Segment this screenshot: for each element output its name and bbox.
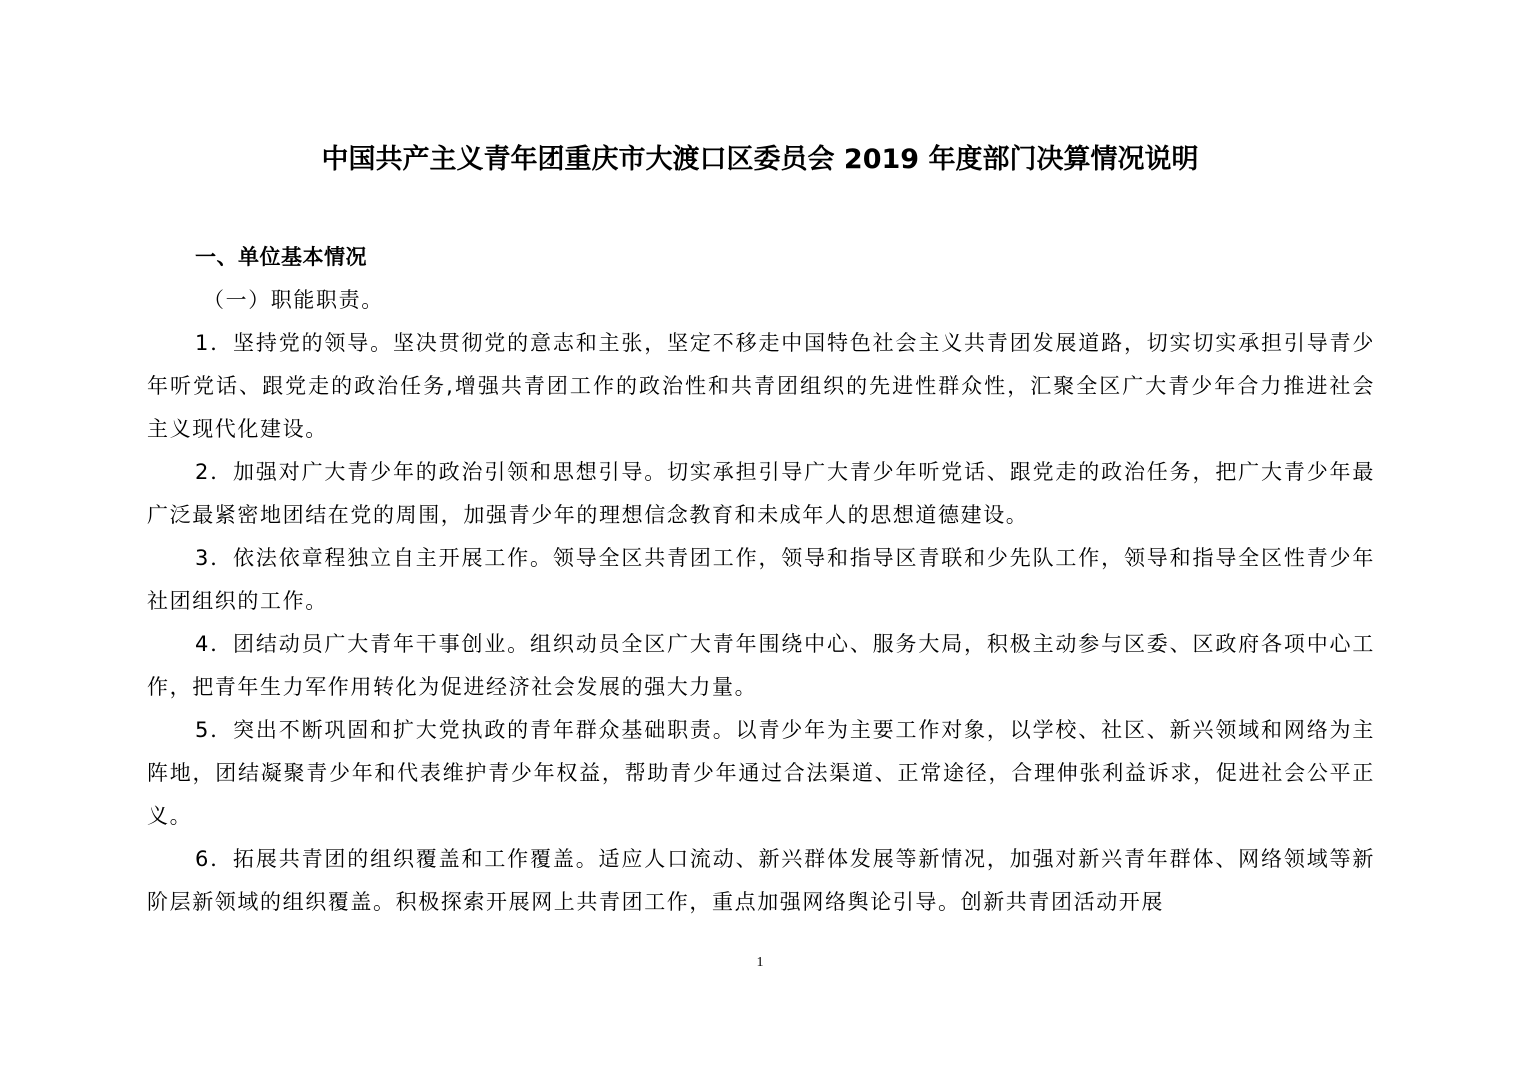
paragraph-6: 6．拓展共青团的组织覆盖和工作覆盖。适应人口流动、新兴群体发展等新情况，加强对新兴青年群体、网络领域等新阶层新领域的组织覆盖。积极探索开展网上共青团工作，重点加强网络舆论引导。创新共青团活动开展: [147, 847, 1375, 914]
subsection-heading: （一）职能职责。: [203, 288, 384, 312]
page-number: 1: [756, 955, 764, 970]
document-body: [147, 236, 1375, 924]
paragraph-3: 3．依法依章程独立自主开展工作。领导全区共青团工作，领导和指导区青联和少先队工作，领导和指导全区性青少年社团组织的工作。: [147, 546, 1375, 613]
paragraph-5: 5．突出不断巩固和扩大党执政的青年群众基础职责。以青少年为主要工作对象，以学校、社区、新兴领域和网络为主阵地，团结凝聚青少年和代表维护青少年权益，帮助青少年通过合法渠道、正常途径，合理伸张利益诉求，促进社会公平正义。: [147, 718, 1375, 828]
paragraph-4: 4．团结动员广大青年干事创业。组织动员全区广大青年围绕中心、服务大局，积极主动参与区委、区政府各项中心工作，把青年生力军作用转化为促进经济社会发展的强大力量。: [147, 632, 1375, 699]
paragraph-1: 1．坚持党的领导。坚决贯彻党的意志和主张，坚定不移走中国特色社会主义共青团发展道路，切实切实承担引导青少年听党话、跟党走的政治任务,增强共青团工作的政治性和共青团组织的先进性群众性，汇聚全区广大青少年合力推进社会主义现代化建设。: [147, 331, 1375, 441]
section-heading: 一、单位基本情况: [195, 245, 367, 269]
paragraph-2: 2．加强对广大青少年的政治引领和思想引导。切实承担引导广大青少年听党话、跟党走的政治任务，把广大青少年最广泛最紧密地团结在党的周围，加强青少年的理想信念教育和未成年人的思想道德建设。: [147, 460, 1375, 527]
document-title: 中国共产主义青年团重庆市大渡口区委员会 2019 年度部门决算情况说明: [321, 144, 1199, 175]
